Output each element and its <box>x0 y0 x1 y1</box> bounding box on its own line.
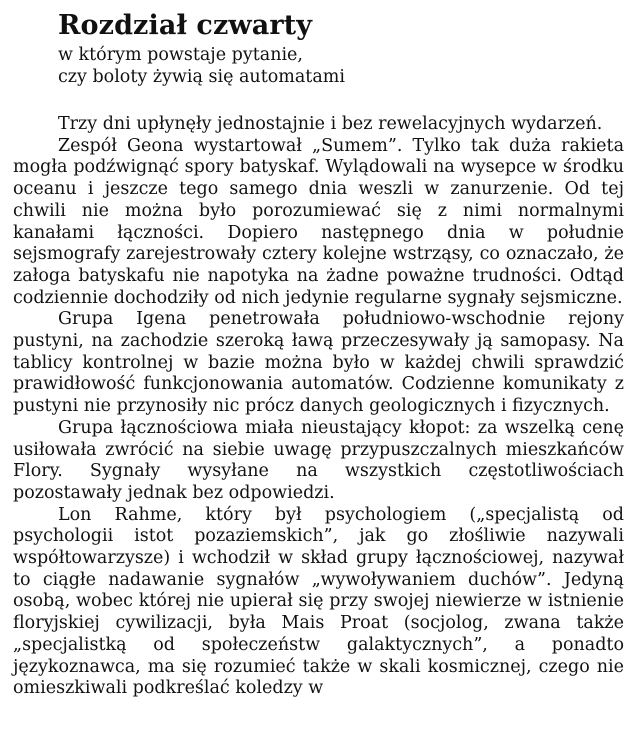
paragraph: Zespół Geona wystartował „Sumem”. Tylko tak duża rakieta mogła podźwignąć spory batyskaf. Wylądowali na wysepce w środku oceanu i jeszcze tego samego dnia weszli w zanurzenie. Od tej chwili nie można było porozumiewać się z nimi normalnymi kanałami łączności. Dopiero następnego dnia w południe sejsmografy zarejestrowały cztery kolejne wstrząsy, co oznaczało, że załoga batyskafu nie napotyka na żadne poważne trudności. Odtąd codziennie dochodziły od nich jedynie regularne sygnały sejsmiczne. <box>13 135 624 308</box>
chapter-subtitle <box>58 44 345 88</box>
chapter-title: Rozdział czwarty <box>58 10 313 41</box>
subtitle-line: w którym powstaje pytanie, <box>58 45 303 65</box>
body-text <box>13 114 624 700</box>
paragraph: Lon Rahme, który był psychologiem („specjalistą od psychologii istot pozaziemskich”, jak go złośliwie nazywali współtowarzysze) i wchodził w skład grupy łącznościowej, nazywał to ciągłe nadawanie sygnałów „wywoływaniem duchów”. Jedyną osobą, wobec której nie upierał się przy swojej niewierze w istnienie floryjskiej cywilizacji, była Mais Proat (socjolog, zwana także „specjalistką od społeczeństw galaktycznych”, a ponadto językoznawca, ma się rozumieć także w skali kosmicznej, czego nie omieszkiwali podkreślać koledzy w <box>13 504 624 699</box>
paragraph: Grupa Igena penetrowała południowo-wschodnie rejony pustyni, na zachodzie szeroką ławą przeczesywały ją samopasy. Na tablicy kontrolnej w bazie można było w każdej chwili sprawdzić prawidłowość funkcjonowania automatów. Codzienne komunikaty z pustyni nie przynosiły nic prócz danych geologicznych i fizycznych. <box>13 309 624 417</box>
subtitle-line: czy boloty żywią się automatami <box>58 67 345 87</box>
paragraph: Grupa łącznościowa miała nieustający kłopot: za wszelką cenę usiłowała zwrócić na siebie uwagę przypuszczalnych mieszkańców Flory. Sygnały wysyłane na wszystkich częstotliwościach pozostawały jednak bez odpowiedzi. <box>13 417 624 503</box>
paragraph: Trzy dni upłynęły jednostajnie i bez rewelacyjnych wydarzeń. <box>58 114 603 134</box>
